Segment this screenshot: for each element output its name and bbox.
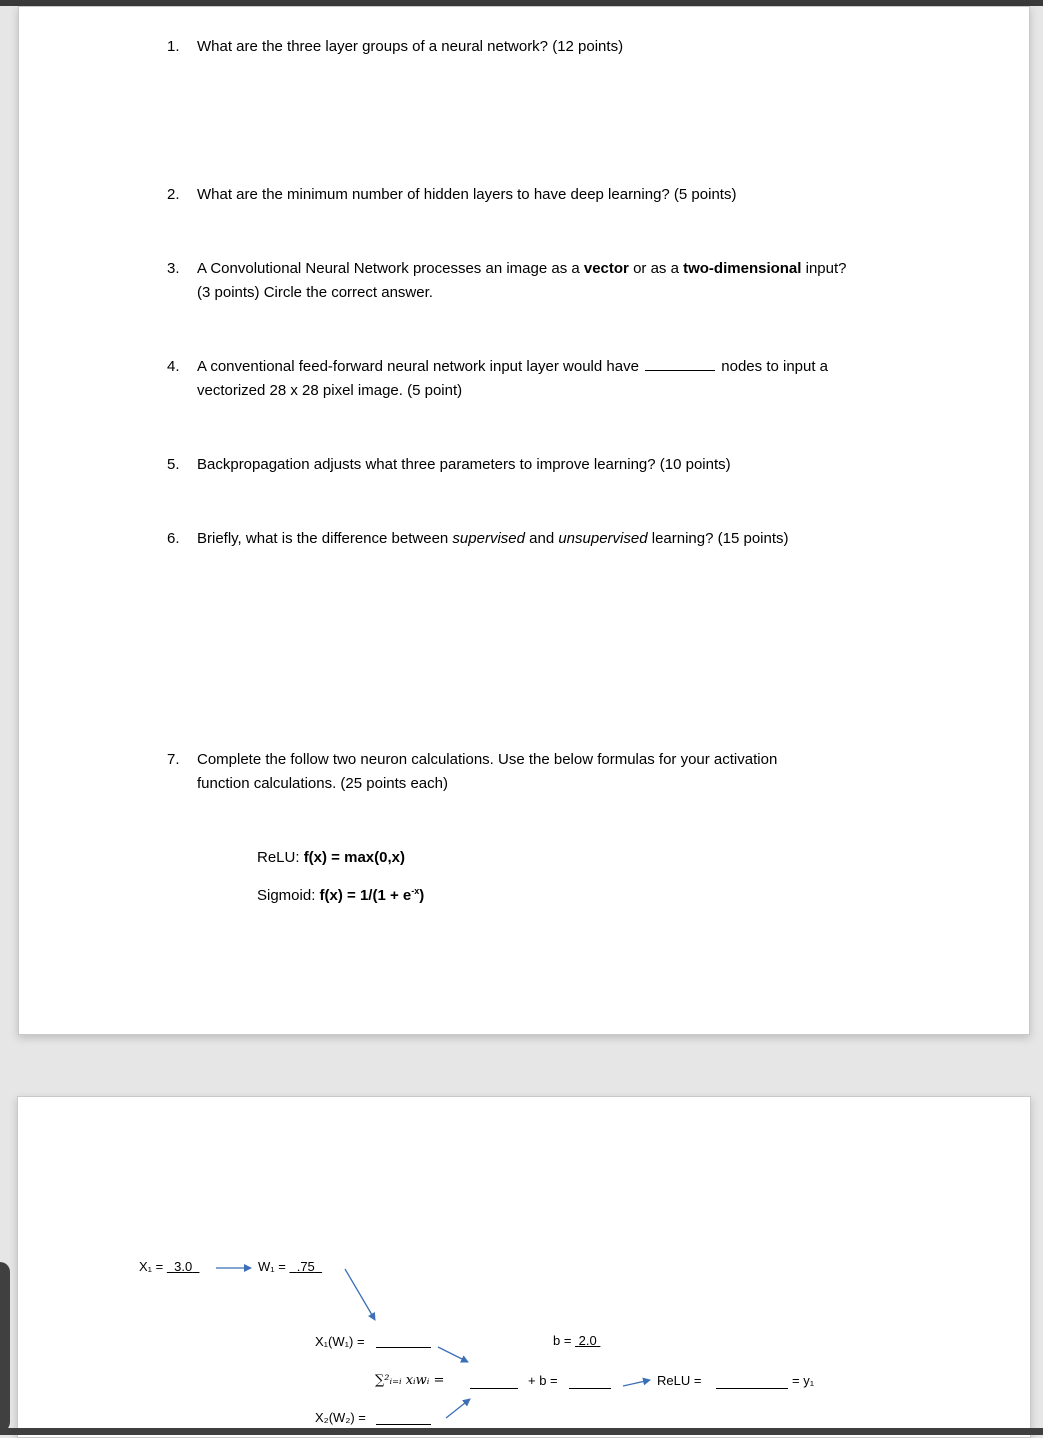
question-text-line-2: (3 points) Circle the correct answer. [197, 284, 433, 301]
arrow-bias-to-relu [623, 1380, 650, 1386]
bias: b = 2.0 [553, 1333, 597, 1348]
bias-value: 2.0 [578, 1333, 597, 1348]
window-bottom-bar [0, 1428, 1043, 1435]
question-text-line-1: Complete the follow two neuron calculations. Use the below formulas for your activation [197, 751, 778, 768]
w1-weight: W₁ = .75 [258, 1259, 315, 1274]
x1w1-answer-blank[interactable] [376, 1347, 431, 1348]
x1-value: 3.0 [174, 1259, 193, 1274]
question-text-line-2: vectorized 28 x 28 pixel image. (5 point) [197, 382, 463, 399]
worksheet-page-2 [17, 1096, 1031, 1438]
x2w2-product: X₂(W₂) = [315, 1410, 366, 1425]
question-number: 2. [167, 186, 180, 203]
plus-bias: + b = [528, 1373, 558, 1388]
question-text-line-2: function calculations. (25 points each) [197, 775, 448, 792]
question-text: Briefly, what is the difference between supervised and unsupervised learning? (15 points) [197, 530, 789, 547]
arrow-product2-to-sum [446, 1399, 470, 1418]
relu-output: ReLU = [657, 1373, 702, 1388]
x1-input: X₁ = 3.0 [139, 1259, 193, 1274]
question-text-line-1: A conventional feed-forward neural network input layer would have nodes to input a [197, 358, 829, 375]
option-two-dimensional: two-dimensional [683, 260, 802, 277]
x1w1-product: X₁(W₁) = [315, 1334, 365, 1349]
arrow-w1-to-product [345, 1269, 375, 1320]
sigmoid-formula: Sigmoid: $f(x) = 1/(1 + e^{-x})$ [257, 886, 425, 904]
question-text: What are the three layer groups of a neural network? (12 points) [197, 38, 624, 55]
answer-blank[interactable] [645, 356, 715, 371]
question-text: What are the minimum number of hidden layers to have deep learning? (5 points) [197, 186, 737, 203]
question-number: 7. [167, 751, 180, 768]
option-vector: vector [583, 260, 629, 277]
question-number: 6. [167, 530, 180, 547]
question-number: 4. [167, 358, 180, 375]
question-text: Backpropagation adjusts what three parameters to improve learning? (10 points) [197, 456, 731, 473]
relu-formula: ReLU: f(x) = max(0,x) [257, 849, 405, 866]
arrow-product1-to-sum [438, 1347, 468, 1362]
relu-answer-blank[interactable] [716, 1388, 788, 1389]
sum-answer-blank[interactable] [470, 1388, 518, 1389]
question-number: 1. [167, 38, 180, 55]
worksheet-page-1 [18, 6, 1030, 1035]
weighted-sum: ∑²ᵢ₌ᵢ xᵢwᵢ = [375, 1373, 445, 1388]
question-number: 3. [167, 260, 180, 277]
question-number: 5. [167, 456, 180, 473]
question-text-line-1: A Convolutional Neural Network processes an image as a vector or as a two-dimensional input? [197, 260, 847, 277]
w1-value: .75 [296, 1259, 315, 1274]
plus-bias-answer-blank[interactable] [569, 1388, 611, 1389]
output-y1: = y₁ [792, 1373, 815, 1388]
x2w2-answer-blank[interactable] [376, 1424, 431, 1425]
window-edge [0, 1262, 10, 1432]
